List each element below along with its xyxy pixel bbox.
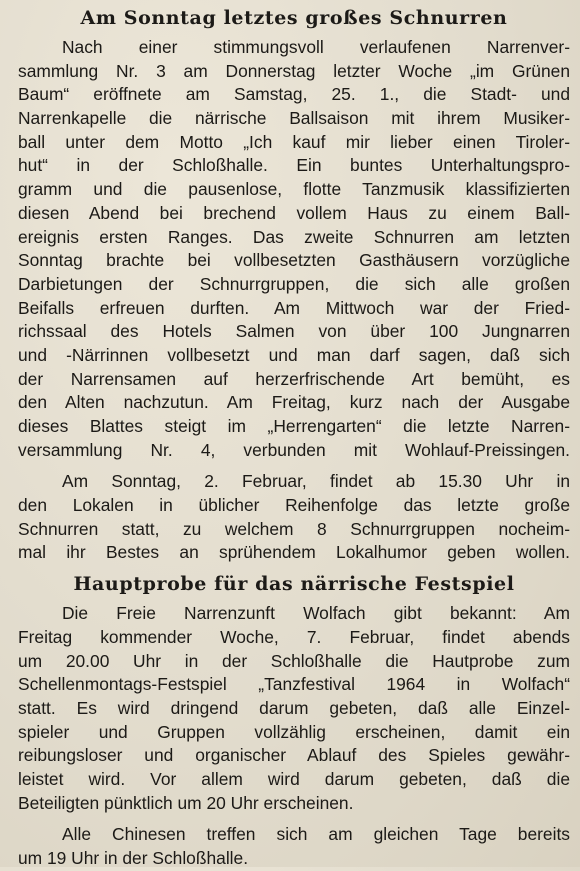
article-heading-hauptprobe-festspiel: Hauptprobe für das närrische Festspiel	[73, 573, 515, 596]
text-line: um 20.00 Uhr in der Schloßhalle die Hautprobe zum	[18, 650, 570, 671]
article-heading-sonntag-schnurren: Am Sonntag letztes großes Schnurren	[80, 7, 508, 29]
text-line: und -Närrinnen vollbesetzt und man darf sagen, daß sich	[18, 344, 570, 365]
article1-paragraph-2	[18, 470, 570, 565]
text-line: dieses Blattes steigt im „Herrengarten“ die letzte Narren-	[18, 416, 570, 436]
text-line: gramm und die pausenlose, flotte Tanzmusik klassifizierten	[18, 179, 570, 200]
text-line: der Narrensamen auf herzerfrischende Art bemüht, es	[18, 368, 570, 389]
text-line: hut“ in der Schloßhalle. Ein buntes Unterhaltungspro-	[18, 155, 570, 176]
article2-paragraph-2	[18, 823, 570, 870]
text-line: spieler und Gruppen vollzählig erscheinen, damit ein	[18, 721, 570, 742]
text-line: diesen Abend bei brechend vollem Haus zu einem Ball-	[18, 202, 570, 223]
text-line: Alle Chinesen treffen sich am gleichen Tage bereits	[62, 824, 570, 845]
text-line: Narrenkapelle die närrische Ballsaison mit ihrem Musiker-	[18, 108, 570, 129]
text-line: den Lokalen in üblicher Reihenfolge das letzte große	[18, 495, 570, 516]
text-line: statt. Es wird dringend darum gebeten, daß alle Einzel-	[18, 697, 570, 718]
text-line: sammlung Nr. 3 am Donnerstag letzter Woche „im Grünen	[18, 60, 570, 81]
text-line: versammlung Nr. 4, verbunden mit Wohlauf-Preissingen.	[18, 439, 570, 460]
text-line: mal ihr Bestes an sprühendem Lokalhumor geben wollen.	[18, 542, 570, 563]
text-line: Freitag kommender Woche, 7. Februar, findet abends	[18, 626, 570, 647]
text-line: Baum“ eröffnete am Samstag, 25. 1., die Stadt- und	[18, 84, 570, 105]
text-line: den Alten nachzutun. Am Freitag, kurz nach der Ausgabe	[18, 392, 570, 413]
text-line: reibungsloser und organischer Ablauf des Spieles gewähr-	[18, 745, 570, 766]
text-line: Am Sonntag, 2. Februar, findet ab 15.30 Uhr in	[62, 471, 570, 492]
text-line: leistet wird. Vor allem wird darum gebeten, daß die	[18, 768, 570, 789]
text-line: ball unter dem Motto „Ich kauf mir lieber einen Tiroler-	[18, 131, 570, 152]
text-line: Beifalls erfreuen durften. Am Mittwoch war der Fried-	[18, 297, 570, 318]
article1-paragraph-1	[18, 36, 570, 462]
text-line: Nach einer stimmungsvoll verlaufenen Narrenver-	[62, 37, 570, 57]
text-line: Darbietungen der Schnurrgruppen, die sich alle großen	[18, 273, 570, 294]
text-line: Schnurren statt, zu welchem 8 Schnurrgruppen nocheim-	[18, 518, 570, 539]
text-line: Beteiligten pünktlich um 20 Uhr erscheinen.	[18, 792, 354, 813]
text-line: ereignis ersten Ranges. Das zweite Schnurren am letzten	[18, 226, 570, 247]
text-line: Schellenmontags-Festspiel „Tanzfestival 1964 in Wolfach“	[18, 674, 570, 695]
text-line: richssaal des Hotels Salmen von über 100 Jungnarren	[18, 321, 570, 342]
text-line: Die Freie Narrenzunft Wolfach gibt bekannt: Am	[62, 603, 570, 624]
text-line: um 19 Uhr in der Schloßhalle.	[18, 848, 249, 868]
text-line: Sonntag brachte bei vollbesetzten Gasthäusern vorzügliche	[18, 250, 570, 271]
article2-paragraph-1	[18, 602, 570, 815]
